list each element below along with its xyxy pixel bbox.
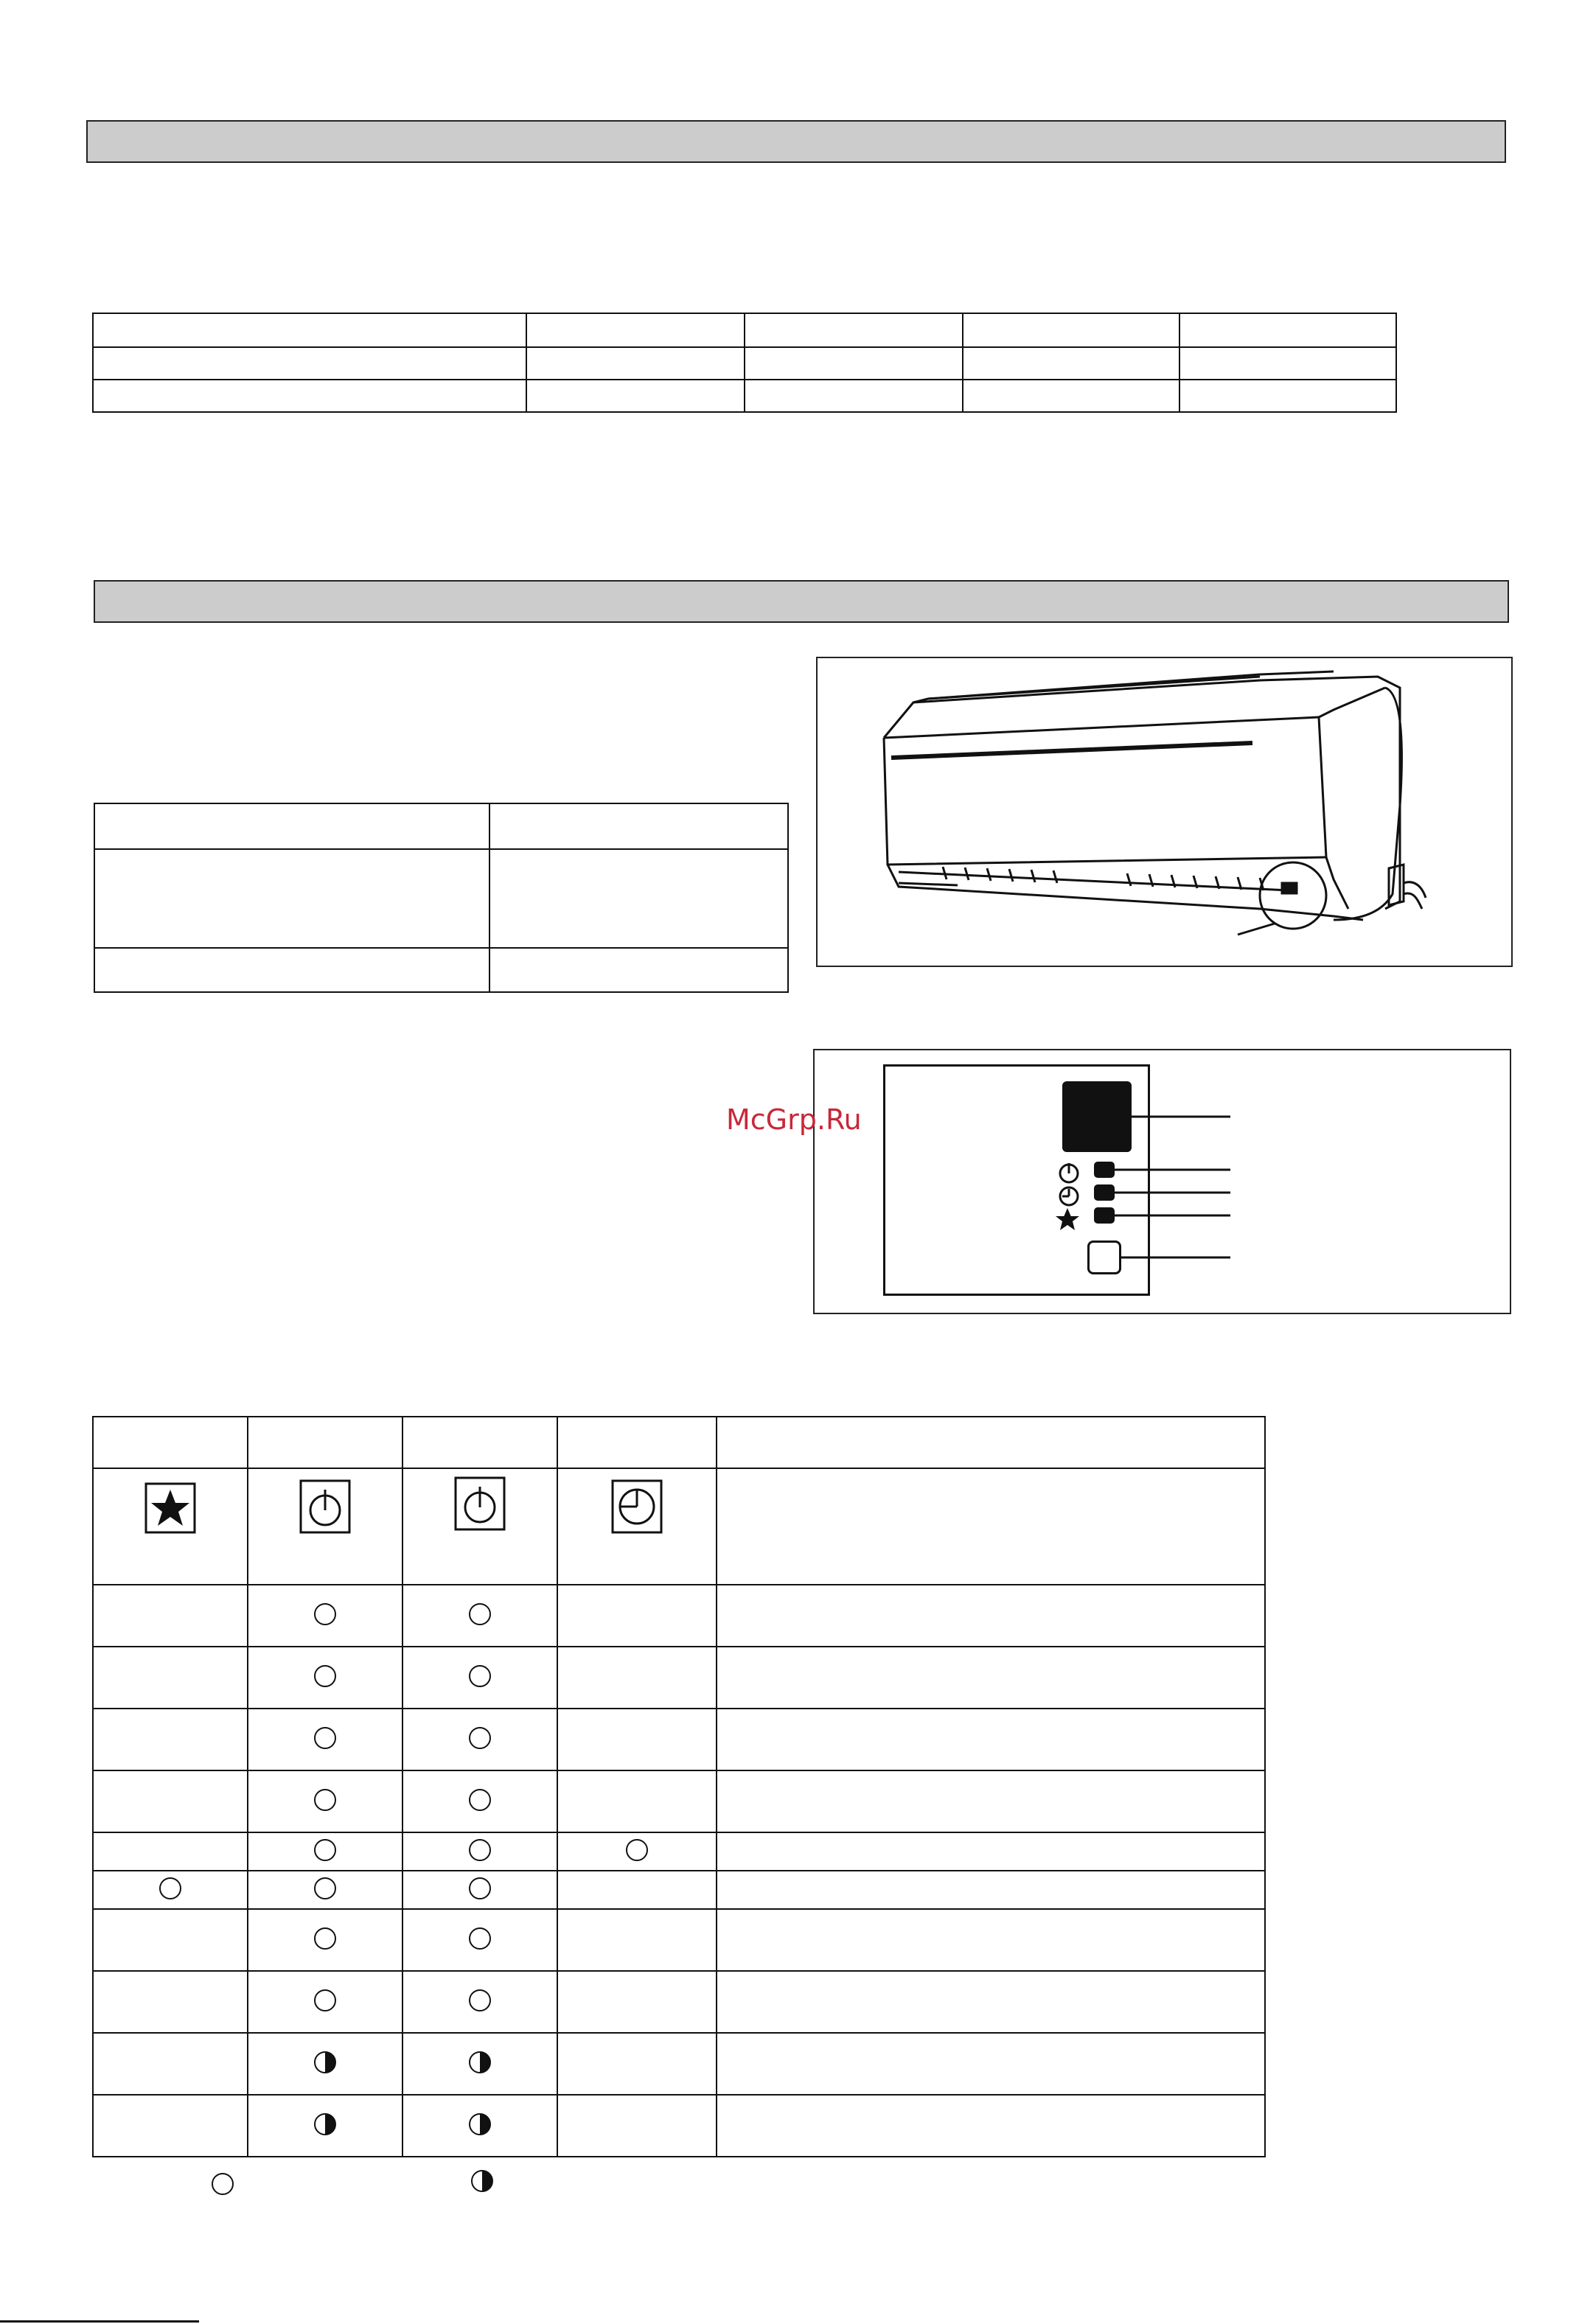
timer-icon — [611, 1479, 663, 1534]
indicator-lit-icon — [314, 1727, 336, 1749]
status-cell — [717, 2095, 1265, 2157]
watermark: McGrp.Ru — [726, 1103, 862, 1136]
status-cell — [93, 2095, 248, 2157]
indoor-unit-illustration — [816, 657, 1513, 967]
status-cell — [557, 1871, 717, 1909]
status-cell — [403, 1709, 557, 1770]
table-row — [93, 1647, 1265, 1709]
table-row — [93, 1585, 1265, 1647]
status-cell — [403, 1585, 557, 1647]
table-row — [93, 2095, 1265, 2157]
status-cell — [717, 2033, 1265, 2095]
status-cell — [557, 1647, 717, 1709]
status-cell — [717, 1971, 1265, 2033]
indicator-lit-icon — [314, 1665, 336, 1687]
status-cell — [93, 1832, 248, 1871]
status-cell — [557, 1832, 717, 1871]
legend-lit-icon — [212, 2173, 234, 2195]
status-cell — [717, 1832, 1265, 1871]
footer-rule — [0, 2320, 199, 2323]
table-row — [93, 1770, 1265, 1832]
spec-table-1 — [92, 313, 1397, 413]
table-row — [94, 803, 788, 849]
table-row — [94, 948, 788, 992]
table-row — [93, 2033, 1265, 2095]
indicator-lit-icon — [469, 1789, 491, 1811]
table-row — [94, 849, 788, 948]
status-cell — [557, 1770, 717, 1832]
indicator-lit-icon — [469, 1603, 491, 1625]
indicator-panel-illustration — [813, 1049, 1511, 1314]
status-cell — [248, 1585, 403, 1647]
indicator-lit-icon — [314, 1603, 336, 1625]
status-cell — [93, 1647, 248, 1709]
status-cell — [248, 1709, 403, 1770]
leader-lines — [815, 1050, 1513, 1316]
status-cell — [248, 1832, 403, 1871]
status-cell — [403, 1971, 557, 2033]
legend-blinking-icon — [471, 2170, 493, 2192]
table-icon-row — [93, 1468, 1265, 1585]
section-header-bar-2 — [94, 580, 1509, 623]
spec-table-2 — [94, 803, 789, 993]
table-row — [93, 347, 1396, 380]
status-cell — [248, 1909, 403, 1971]
table-row — [93, 1971, 1265, 2033]
indicator-blinking-icon — [314, 2051, 336, 2073]
status-cell — [248, 1647, 403, 1709]
indicator-lit-icon — [469, 1989, 491, 2011]
power-icon — [454, 1476, 506, 1531]
status-cell — [557, 2095, 717, 2157]
indicator-lit-icon — [469, 1839, 491, 1861]
status-cell — [93, 1770, 248, 1832]
status-cell — [557, 1709, 717, 1770]
indicator-blinking-icon — [469, 2051, 491, 2073]
air-conditioner-drawing — [818, 658, 1511, 966]
status-cell — [403, 1647, 557, 1709]
status-cell — [93, 1971, 248, 2033]
status-cell — [248, 1971, 403, 2033]
status-cell — [557, 2033, 717, 2095]
power-icon — [299, 1479, 351, 1534]
status-cell — [717, 1709, 1265, 1770]
status-cell — [557, 1585, 717, 1647]
indicator-lit-icon — [469, 1727, 491, 1749]
table-row — [93, 1709, 1265, 1770]
status-cell — [717, 1909, 1265, 1971]
indicator-blinking-icon — [469, 2113, 491, 2135]
table-row — [93, 1871, 1265, 1909]
indicator-status-table — [92, 1416, 1266, 2157]
indicator-lit-icon — [314, 1927, 336, 1950]
table-header-row — [93, 1417, 1265, 1468]
indicator-blinking-icon — [314, 2113, 336, 2135]
indicator-lit-icon — [314, 1877, 336, 1899]
status-cell — [403, 2095, 557, 2157]
status-cell — [93, 1585, 248, 1647]
table-row — [93, 313, 1396, 347]
indicator-lit-icon — [469, 1877, 491, 1899]
status-cell — [557, 1909, 717, 1971]
section-header-bar-1 — [86, 120, 1506, 163]
star-icon — [144, 1482, 196, 1534]
status-cell — [93, 2033, 248, 2095]
status-cell — [403, 1770, 557, 1832]
status-cell — [557, 1971, 717, 2033]
status-cell — [93, 1909, 248, 1971]
status-rows — [93, 1585, 1265, 2157]
indicator-lit-icon — [159, 1877, 181, 1899]
status-cell — [93, 1871, 248, 1909]
indicator-lit-icon — [314, 1839, 336, 1861]
status-cell — [248, 1770, 403, 1832]
status-cell — [717, 1647, 1265, 1709]
indicator-lit-icon — [469, 1665, 491, 1687]
indicator-lit-icon — [469, 1927, 491, 1950]
status-cell — [248, 2095, 403, 2157]
table-row — [93, 1832, 1265, 1871]
status-cell — [403, 2033, 557, 2095]
table-row — [93, 1909, 1265, 1971]
status-cell — [403, 1871, 557, 1909]
status-cell — [403, 1909, 557, 1971]
status-cell — [248, 2033, 403, 2095]
status-cell — [717, 1871, 1265, 1909]
indicator-lit-icon — [314, 1989, 336, 2011]
status-cell — [717, 1770, 1265, 1832]
status-cell — [717, 1585, 1265, 1647]
indicator-lit-icon — [626, 1839, 648, 1861]
table-row — [93, 380, 1396, 412]
status-cell — [93, 1709, 248, 1770]
status-cell — [248, 1871, 403, 1909]
indicator-lit-icon — [314, 1789, 336, 1811]
status-cell — [403, 1832, 557, 1871]
